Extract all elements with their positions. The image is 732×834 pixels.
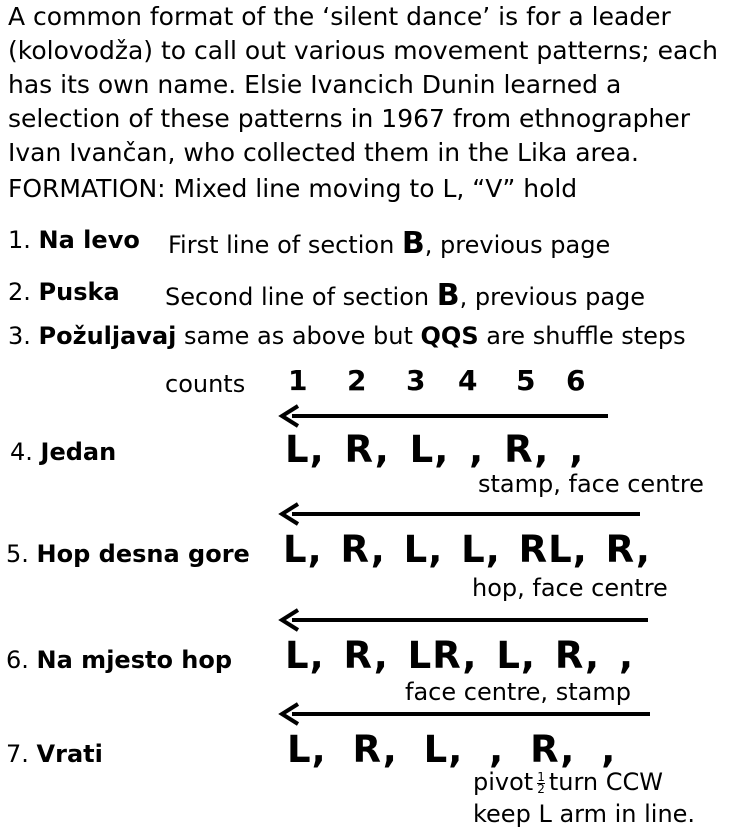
- count-3: 3: [406, 364, 426, 397]
- item-name: Na levo: [38, 226, 140, 254]
- step-note-pivot: [473, 768, 663, 796]
- qqs-label: QQS: [420, 322, 479, 350]
- count-4: 4: [458, 364, 478, 397]
- intro-line-4: selection of these patterns in 1967 from ethnographer: [8, 104, 691, 133]
- description-text: are shuffle steps: [478, 322, 686, 350]
- step-note-arm: keep L arm in line.: [473, 800, 696, 828]
- pattern-number: 6.: [6, 646, 29, 674]
- item-description: [184, 322, 686, 350]
- description-text: same as above but: [184, 322, 421, 350]
- description-text: Second line of section: [165, 283, 437, 311]
- pattern-number: 4.: [10, 438, 33, 466]
- step-sequence: L, R, LR, L, R, ,: [285, 634, 635, 677]
- pattern-name: Vrati: [36, 740, 103, 768]
- pattern-hop-desna-gore: [6, 540, 250, 568]
- step-note: face centre, stamp: [405, 678, 631, 706]
- count-1: 1: [288, 364, 308, 397]
- item-name: Požuljavaj: [38, 322, 177, 350]
- step-sequence: L, R, L, L, RL, R,: [283, 528, 651, 571]
- left-arrow-icon: [278, 404, 610, 428]
- intro-line-2: (kolovodža) to call out various movement patterns; each: [8, 36, 718, 65]
- left-arrow-icon: [278, 702, 652, 726]
- count-2: 2: [347, 364, 367, 397]
- step-note-text: turn CCW: [548, 768, 663, 796]
- pattern-number: 5.: [6, 540, 29, 568]
- step-note-text: pivot: [473, 768, 534, 796]
- formation-line: FORMATION: Mixed line moving to L, “V” hold: [8, 174, 578, 203]
- pattern-jedan: [10, 438, 116, 466]
- pattern-name: Na mjesto hop: [36, 646, 233, 674]
- pattern-na-mjesto-hop: [6, 646, 232, 674]
- description-text: , previous page: [459, 283, 646, 311]
- counts-label: counts: [165, 370, 246, 398]
- section-letter: B: [436, 278, 460, 313]
- step-note: stamp, face centre: [478, 470, 704, 498]
- pattern-name: Hop desna gore: [36, 540, 250, 568]
- intro-line-5: Ivan Ivančan, who collected them in the Lika area.: [8, 138, 639, 167]
- count-5: 5: [516, 364, 536, 397]
- pattern-number: 7.: [6, 740, 29, 768]
- item-na-levo: [8, 226, 140, 254]
- description-text: First line of section: [168, 231, 402, 259]
- step-sequence: L, R, L, , R, ,: [287, 728, 617, 771]
- count-6: 6: [566, 364, 586, 397]
- item-puska: [8, 278, 120, 306]
- fraction-numerator: 1: [537, 769, 545, 784]
- item-number: 2.: [8, 278, 31, 306]
- left-arrow-icon: [278, 502, 642, 526]
- item-description: [165, 278, 645, 313]
- pattern-name: Jedan: [40, 438, 117, 466]
- fraction-half: [537, 769, 545, 796]
- item-pozuljavaj: [8, 322, 176, 350]
- item-name: Puska: [38, 278, 120, 306]
- item-number: 1.: [8, 226, 31, 254]
- item-number: 3.: [8, 322, 31, 350]
- step-sequence: L, R, L, , R, ,: [285, 428, 585, 471]
- section-letter: B: [401, 226, 425, 261]
- description-text: , previous page: [424, 231, 611, 259]
- fraction-denominator: 2: [537, 781, 545, 796]
- intro-line-3: has its own name. Elsie Ivancich Dunin learned a: [8, 70, 622, 99]
- item-description: [168, 226, 610, 261]
- intro-line-1: A common format of the ‘silent dance’ is for a leader: [8, 2, 671, 31]
- step-note: hop, face centre: [472, 574, 668, 602]
- pattern-vrati: [6, 740, 103, 768]
- left-arrow-icon: [278, 608, 650, 632]
